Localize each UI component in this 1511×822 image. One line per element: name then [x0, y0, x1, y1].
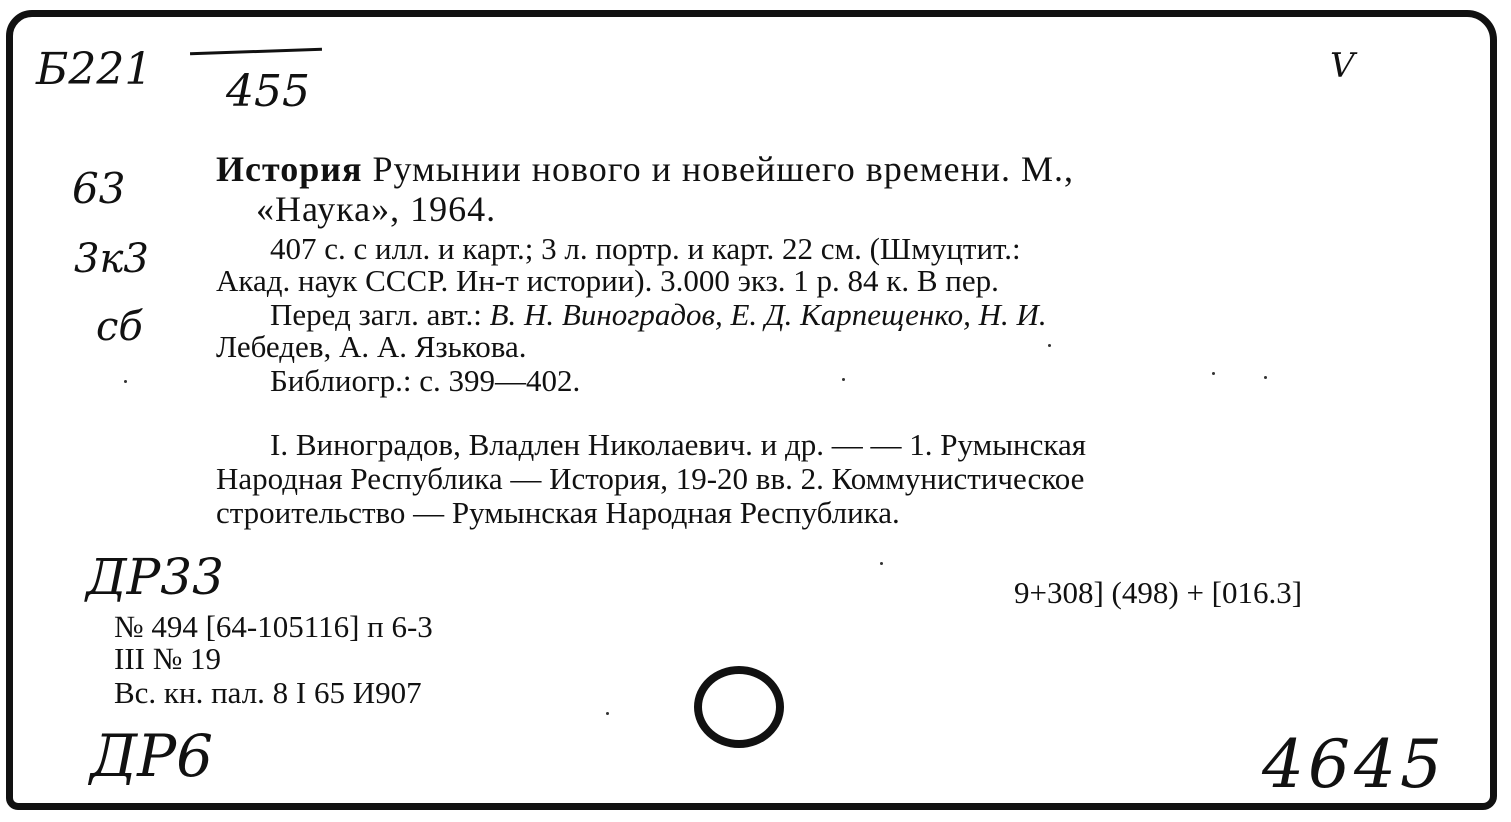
- handwritten-left-code-2: ДР6: [90, 722, 214, 790]
- handwritten-margin-code-3: сб: [96, 304, 143, 350]
- speck: [1264, 376, 1267, 379]
- authors-line-2: Лебедев, А. А. Язькова.: [216, 329, 527, 364]
- card-number: № 494 [64-105116] п 6-3: [114, 609, 433, 644]
- entry-title: [216, 150, 1074, 188]
- title-rest: Румынии нового и новейшего времени. М.,: [362, 149, 1075, 189]
- speck: [606, 712, 609, 715]
- book-chamber-info: Вс. кн. пал. 8 I 65 И907: [114, 675, 422, 710]
- handwritten-margin-code-1: 63: [72, 164, 126, 213]
- handwritten-bottom-right-number: 4645: [1262, 726, 1446, 803]
- handwritten-shelf-code: Б221: [36, 44, 153, 95]
- authors-names: В. Н. Виноградов, Е. Д. Карпещенко, Н. И.: [489, 297, 1047, 332]
- authors-prefix: Перед загл. авт.:: [270, 297, 490, 332]
- speck: [880, 562, 883, 565]
- description-line-1: 407 с. с илл. и карт.; 3 л. портр. и карт. 22 см. (Шмуцтит.:: [270, 231, 1021, 266]
- authors-line-1: [270, 298, 1047, 332]
- handwritten-fraction-number: 455: [226, 66, 310, 117]
- speck: [124, 380, 127, 383]
- tracing-line-3: строительство — Румынская Народная Республика.: [216, 495, 900, 530]
- punch-hole-circle: [694, 666, 784, 748]
- speck: [842, 378, 845, 381]
- description-line-2: Акад. наук СССР. Ин-т истории). 3.000 экз. 1 р. 84 к. В пер.: [216, 263, 999, 298]
- tracing-line-1: I. Виноградов, Владлен Николаевич. и др. — — 1. Румынская: [270, 427, 1087, 462]
- bibliography-note: Библиогр.: с. 399—402.: [270, 363, 581, 398]
- series-number: III № 19: [114, 641, 222, 676]
- speck: [1212, 372, 1215, 375]
- classification-index: 9+308] (498) + [016.3]: [1014, 575, 1303, 610]
- tracing-line-2: Народная Республика — История, 19-20 вв. 2. Коммунистическое: [216, 461, 1085, 496]
- entry-publisher: «Наука», 1964.: [256, 189, 497, 229]
- title-bold-word: История: [216, 149, 363, 189]
- speck: [1048, 344, 1051, 347]
- handwritten-left-code-1: ДР33: [86, 548, 224, 606]
- handwritten-check-mark: V: [1330, 46, 1355, 86]
- handwritten-margin-code-2: 3к3: [74, 236, 149, 282]
